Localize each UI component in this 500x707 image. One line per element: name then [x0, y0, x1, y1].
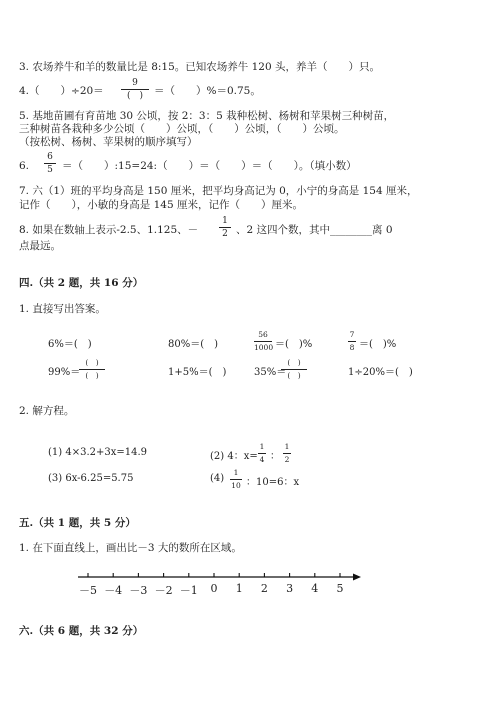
equation-4-prefix: (4) — [210, 473, 225, 484]
fraction-numerator: ( ) — [85, 358, 99, 367]
question-4-prefix: 4.（ ）÷20＝ — [19, 85, 104, 97]
fraction-numerator: 1 — [259, 442, 265, 451]
question-8-suffix: 、2 这四个数，其中________离 0 — [236, 224, 393, 236]
number-line-label: －5 — [79, 584, 97, 597]
fraction-numerator: 56 — [258, 330, 268, 339]
fraction-denominator: 8 — [349, 343, 355, 352]
number-line-label: 2 — [260, 582, 268, 595]
answer-1-div-20-percent: 1÷20%＝( ) — [348, 367, 413, 378]
answer-35-percent-prefix: 35%＝ — [254, 367, 287, 378]
fraction-denominator: 1000 — [254, 343, 274, 352]
question-7-line-1: 7. 六（1）班的平均身高是 150 厘米，把平均身高记为 0，小宁的身高是 154 厘米， — [19, 185, 418, 197]
number-line-label: 4 — [311, 582, 319, 595]
answer-56-1000-suffix: ＝( )% — [275, 339, 313, 350]
number-line-label: 1 — [235, 582, 243, 595]
section-6-title: 六.（共 6 题，共 32 分） — [19, 625, 144, 637]
fraction-denominator: 2 — [284, 455, 290, 464]
question-5-line-2: 三种树苗各栽种多少公顷（ ）公顷，（ ）公顷，（ ）公顷。 — [19, 123, 345, 135]
section-4-q1-title: 1. 直接写出答案。 — [19, 303, 106, 315]
answer-1-plus-5-percent: 1+5%＝( ) — [168, 367, 227, 378]
fraction-bar — [230, 479, 242, 480]
section-4-title: 四.（共 2 题，共 16 分） — [19, 277, 144, 289]
question-4-fraction — [121, 78, 149, 101]
answer-35-percent-fraction — [281, 358, 307, 381]
answer-6-percent: 6%＝( ) — [48, 339, 92, 350]
fraction-denominator: ( ) — [287, 371, 301, 380]
fraction-bar — [258, 453, 266, 454]
fraction-numerator: 1 — [222, 216, 228, 226]
equation-2-fraction-2 — [283, 442, 291, 465]
number-line-label: －1 — [179, 584, 198, 597]
question-5-line-3: （按松树、杨树、苹果树的顺序填写） — [19, 136, 198, 148]
fraction-numerator: ( ) — [287, 358, 301, 367]
question-8-fraction — [219, 216, 231, 239]
fraction-numerator: 6 — [47, 152, 53, 162]
number-line-label: －2 — [154, 584, 173, 597]
fraction-numerator: 9 — [132, 78, 138, 88]
fraction-numerator: 7 — [349, 330, 355, 339]
section-4-q2-title: 2. 解方程。 — [19, 405, 75, 417]
fraction-bar — [254, 341, 272, 342]
fraction-denominator: 5 — [47, 165, 53, 175]
question-6-fraction — [44, 152, 56, 175]
fraction-bar — [281, 369, 307, 370]
fraction-bar — [283, 453, 291, 454]
fraction-denominator: 2 — [222, 229, 228, 239]
arrow-right-icon — [353, 574, 361, 581]
equation-2-prefix: (2) 4：x= — [210, 451, 258, 462]
fraction-bar — [79, 369, 105, 370]
fraction-bar — [219, 227, 231, 228]
fraction-numerator: 1 — [284, 442, 290, 451]
question-5-line-1: 5. 基地苗圃有育苗地 30 公顷，按 2：3：5 栽种松树、杨树和苹果树三种树苗， — [19, 110, 395, 122]
equation-2-colon: ： — [270, 451, 280, 462]
answer-7-8-suffix: ＝( )% — [359, 339, 397, 350]
number-line-label: 3 — [286, 582, 294, 595]
answer-80-percent: 80%＝( ) — [168, 339, 219, 350]
fraction-denominator: ( ) — [126, 91, 144, 101]
question-8-line-2: 点最远。 — [19, 240, 61, 252]
answer-99-percent-fraction — [79, 358, 105, 381]
fraction-bar — [348, 341, 356, 342]
fraction-denominator: 4 — [259, 455, 265, 464]
equation-4-fraction — [230, 468, 242, 491]
question-6-prefix: 6. — [19, 160, 30, 172]
question-6-suffix: ＝（ ）:15=24:（ ）＝（ ）＝（ ）。（填小数） — [62, 160, 357, 172]
fraction-numerator: 1 — [233, 468, 239, 477]
fraction-bar — [121, 89, 149, 90]
fraction-denominator: 10 — [231, 481, 241, 490]
fraction-bar — [44, 163, 56, 164]
number-line-label: 5 — [336, 582, 344, 595]
section-5-q1-title: 1. 在下面直线上，画出比－3 大的数所在区域。 — [19, 542, 242, 554]
number-line-label: 0 — [210, 582, 218, 595]
equation-2-fraction-1 — [258, 442, 266, 465]
fraction-56-1000 — [254, 330, 272, 353]
fraction-denominator: ( ) — [85, 371, 99, 380]
question-3: 3. 农场养牛和羊的数量比是 8:15。已知农场养牛 120 头，养羊（ ）只。 — [19, 61, 380, 73]
equation-3: (3) 6x-6.25=5.75 — [48, 473, 134, 484]
fraction-7-8 — [348, 330, 356, 353]
question-8-prefix: 8. 如果在数轴上表示-2.5、1.125、－ — [19, 224, 199, 236]
question-7-line-2: 记作（ ），小敏的身高是 145 厘米，记作（ ）厘米。 — [19, 199, 303, 211]
equation-1: (1) 4×3.2+3x=14.9 — [48, 447, 148, 458]
section-5-title: 五.（共 1 题，共 5 分） — [19, 517, 136, 529]
answer-99-percent-prefix: 99%＝ — [48, 367, 81, 378]
number-line-label: －3 — [129, 584, 148, 597]
equation-4-suffix: ：10=6：x — [246, 477, 300, 488]
number-line-label: －4 — [104, 584, 123, 597]
question-4-suffix: ＝（ ）%＝0.75。 — [154, 85, 261, 97]
